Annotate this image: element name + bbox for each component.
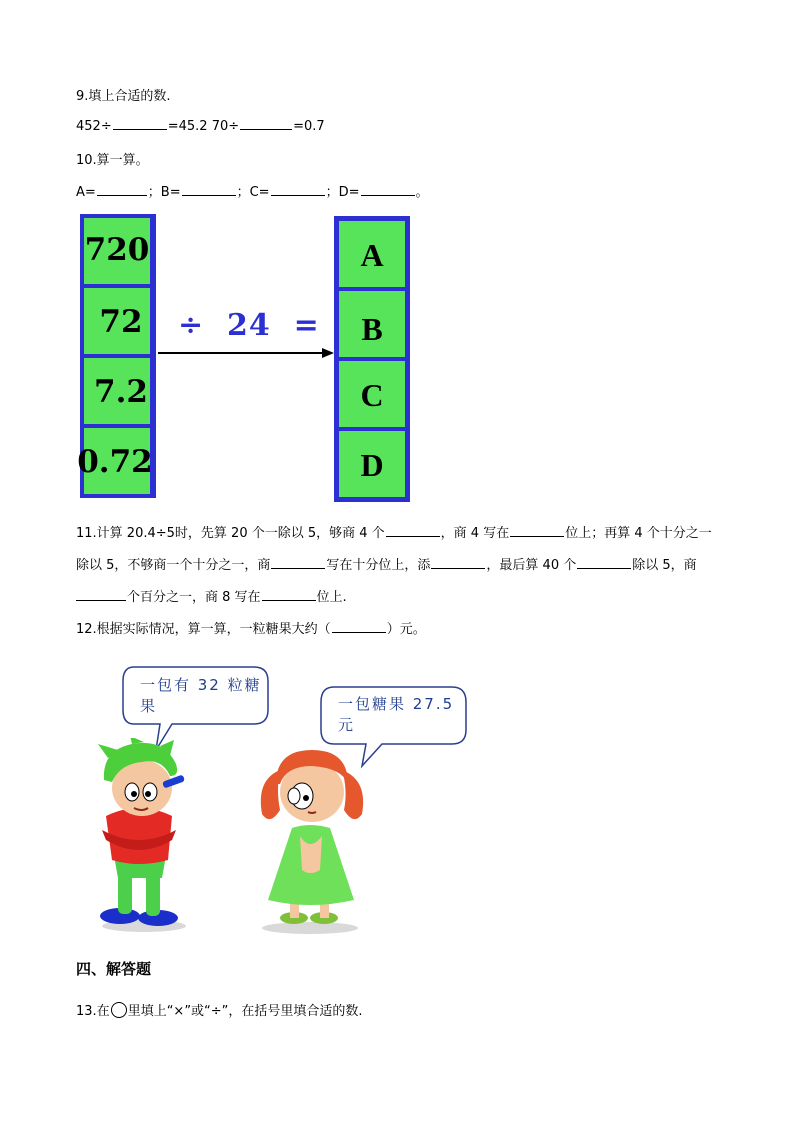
q11-text: ，商 4 写在 bbox=[440, 526, 510, 541]
quotient-cell bbox=[339, 221, 405, 287]
q11-blank-5[interactable] bbox=[577, 556, 631, 569]
q9-part1-pre: 452÷ bbox=[76, 119, 112, 134]
boy-cartoon-illustration bbox=[84, 738, 192, 938]
q10-blank-d[interactable] bbox=[361, 183, 415, 196]
q11-blank-4[interactable] bbox=[431, 556, 485, 569]
q10-a-label: A= bbox=[76, 185, 96, 200]
q9-equations bbox=[76, 117, 325, 134]
quotient-letter: D bbox=[360, 447, 384, 483]
girl-cartoon-illustration bbox=[250, 740, 374, 936]
q9-blank-1[interactable] bbox=[113, 117, 167, 130]
q11-text: 写在十分位上，添 bbox=[326, 558, 431, 573]
q10-c-label: ；C= bbox=[236, 185, 270, 200]
q11-text: 位上. bbox=[316, 590, 347, 605]
boy-bubble-text: 一包有 32 粒糖果 bbox=[140, 676, 262, 715]
dividend-cell bbox=[77, 428, 153, 494]
q13-question bbox=[76, 1000, 363, 1019]
q11-text: 位上；再算 4 个十分之一 bbox=[565, 526, 712, 541]
quotient-letter: C bbox=[360, 377, 384, 413]
q11-line-3 bbox=[76, 586, 347, 605]
q11-blank-1[interactable] bbox=[386, 524, 440, 537]
dividend-value: 720 bbox=[84, 232, 150, 268]
q10-end: 。 bbox=[415, 185, 429, 200]
dividend-cell bbox=[84, 358, 150, 424]
dividend-value: 72 bbox=[99, 304, 143, 340]
quotient-letter: A bbox=[360, 237, 384, 273]
q11-text: 除以 5，商 bbox=[632, 558, 697, 573]
q10-blank-b[interactable] bbox=[182, 183, 236, 196]
q12-text: 12.根据实际情况，算一算，一粒糖果大约（ bbox=[76, 622, 331, 637]
q12-text: ）元。 bbox=[386, 622, 426, 637]
q9-blank-2[interactable] bbox=[240, 117, 292, 130]
operator-text: ÷ 24 = bbox=[178, 308, 320, 343]
q9-part2-post: =0.7 bbox=[293, 119, 325, 134]
q12-question bbox=[76, 618, 426, 637]
circle-blank-icon[interactable] bbox=[111, 1002, 127, 1018]
q11-blank-2[interactable] bbox=[510, 524, 564, 537]
dividend-value: 7.2 bbox=[94, 374, 148, 410]
q11-line-1 bbox=[76, 522, 712, 541]
q11-text: 个百分之一，商 8 写在 bbox=[127, 590, 261, 605]
section-title: 四、解答题 bbox=[76, 960, 152, 978]
q10-blank-c[interactable] bbox=[271, 183, 325, 196]
q10-blank-a[interactable] bbox=[97, 183, 147, 196]
q11-text: 除以 5，不够商一个十分之一，商 bbox=[76, 558, 271, 573]
quotient-cell bbox=[339, 291, 405, 357]
quotient-cell bbox=[339, 361, 405, 427]
q10-title: 10.算一算。 bbox=[76, 153, 149, 168]
quotient-letter: B bbox=[361, 311, 383, 347]
dividend-column bbox=[77, 214, 156, 498]
dividend-cell bbox=[84, 288, 150, 354]
q12-blank[interactable] bbox=[332, 620, 386, 633]
q11-blank-7[interactable] bbox=[262, 588, 316, 601]
q11-blank-6[interactable] bbox=[76, 588, 126, 601]
q11-blank-3[interactable] bbox=[271, 556, 325, 569]
q10-answers bbox=[76, 181, 429, 200]
q10-d-label: ；D= bbox=[325, 185, 360, 200]
q13-text: 里填上“×”或“÷”，在括号里填合适的数. bbox=[127, 1004, 363, 1019]
girl-bubble-text: 一包糖果 27.5元 bbox=[338, 695, 455, 734]
q13-text: 13.在 bbox=[76, 1004, 110, 1019]
q9-part1-post: =45.2 70÷ bbox=[167, 119, 240, 134]
q9-title: 9.填上合适的数. bbox=[76, 89, 171, 104]
dividend-value: 0.72 bbox=[77, 444, 153, 480]
q11-text: 11.计算 20.4÷5时，先算 20 个一除以 5，够商 4 个 bbox=[76, 526, 385, 541]
q10-b-label: ；B= bbox=[147, 185, 181, 200]
arrow-right-icon bbox=[156, 346, 336, 360]
quotient-cell bbox=[339, 431, 405, 497]
quotient-column bbox=[334, 216, 410, 502]
dividend-cell bbox=[84, 218, 150, 284]
q11-text: ，最后算 40 个 bbox=[486, 558, 577, 573]
q11-line-2 bbox=[76, 554, 697, 573]
